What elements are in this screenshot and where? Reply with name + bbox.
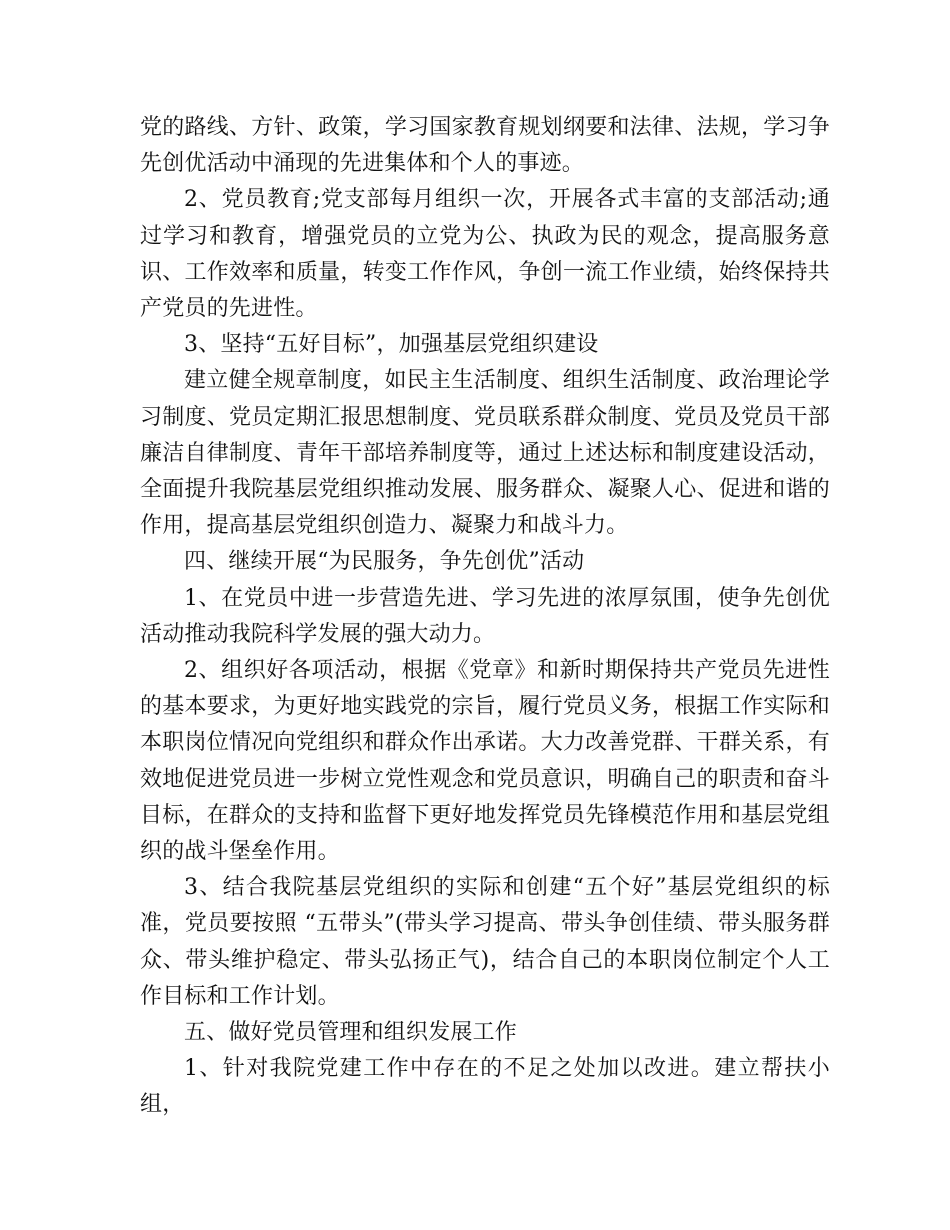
- paragraph: 3、结合我院基层党组织的实际和创建“五个好”基层党组织的标准，党员要按照 “五带头”(带头学习提高、带头争创佳绩、带头服务群众、带头维护稳定、带头弘扬正气)，结合自己的本职岗位制定个人工作目标和工作计划。: [140, 875, 830, 1009]
- paragraph: 建立健全规章制度，如民主生活制度、组织生活制度、政治理论学习制度、党员定期汇报思想制度、党员联系群众制度、党员及党员干部廉洁自律制度、青年干部培养制度等，通过上述达标和制度建设活动，全面提升我院基层党组织推动发展、服务群众、凝聚人心、促进和谐的作用，提高基层党组织创造力、凝聚力和战斗力。: [140, 368, 830, 539]
- section-heading: 四、继续开展“为民服务，争先创优”活动: [184, 549, 585, 575]
- section-heading: 五、做好党员管理和组织发展工作: [184, 1020, 518, 1046]
- paragraph: 2、党员教育;党支部每月组织一次，开展各式丰富的支部活动;通过学习和教育，增强党员的立党为公、执政为民的观念，提高服务意识、工作效率和质量，转变工作作风，争创一流工作业绩，始终保持共产党员的先进性。: [140, 187, 830, 322]
- paragraph: 1、在党员中进一步营造先进、学习先进的浓厚氛围，使争先创优活动推动我院科学发展的强大动力。: [140, 585, 830, 647]
- document-body: [140, 110, 830, 1124]
- paragraph: 2、组织好各项活动，根据《党章》和新时期保持共产党员先进性的基本要求，为更好地实践党的宗旨，履行党员义务，根据工作实际和本职岗位情况向党组织和群众作出承诺。大力改善党群、干群关系，有效地促进党员进一步树立党性观念和党员意识，明确自己的职责和奋斗目标，在群众的支持和监督下更好地发挥党员先锋模范作用和基层党组织的战斗堡垒作用。: [140, 658, 830, 865]
- paragraph: 党的路线、方针、政策，学习国家教育规划纲要和法律、法规，学习争先创优活动中涌现的先进集体和个人的事迹。: [140, 115, 830, 177]
- section-heading: 3、坚持“五好目标”，加强基层党组织建设: [184, 332, 599, 358]
- paragraph: 1、针对我院党建工作中存在的不足之处加以改进。建立帮扶小组，: [140, 1056, 830, 1118]
